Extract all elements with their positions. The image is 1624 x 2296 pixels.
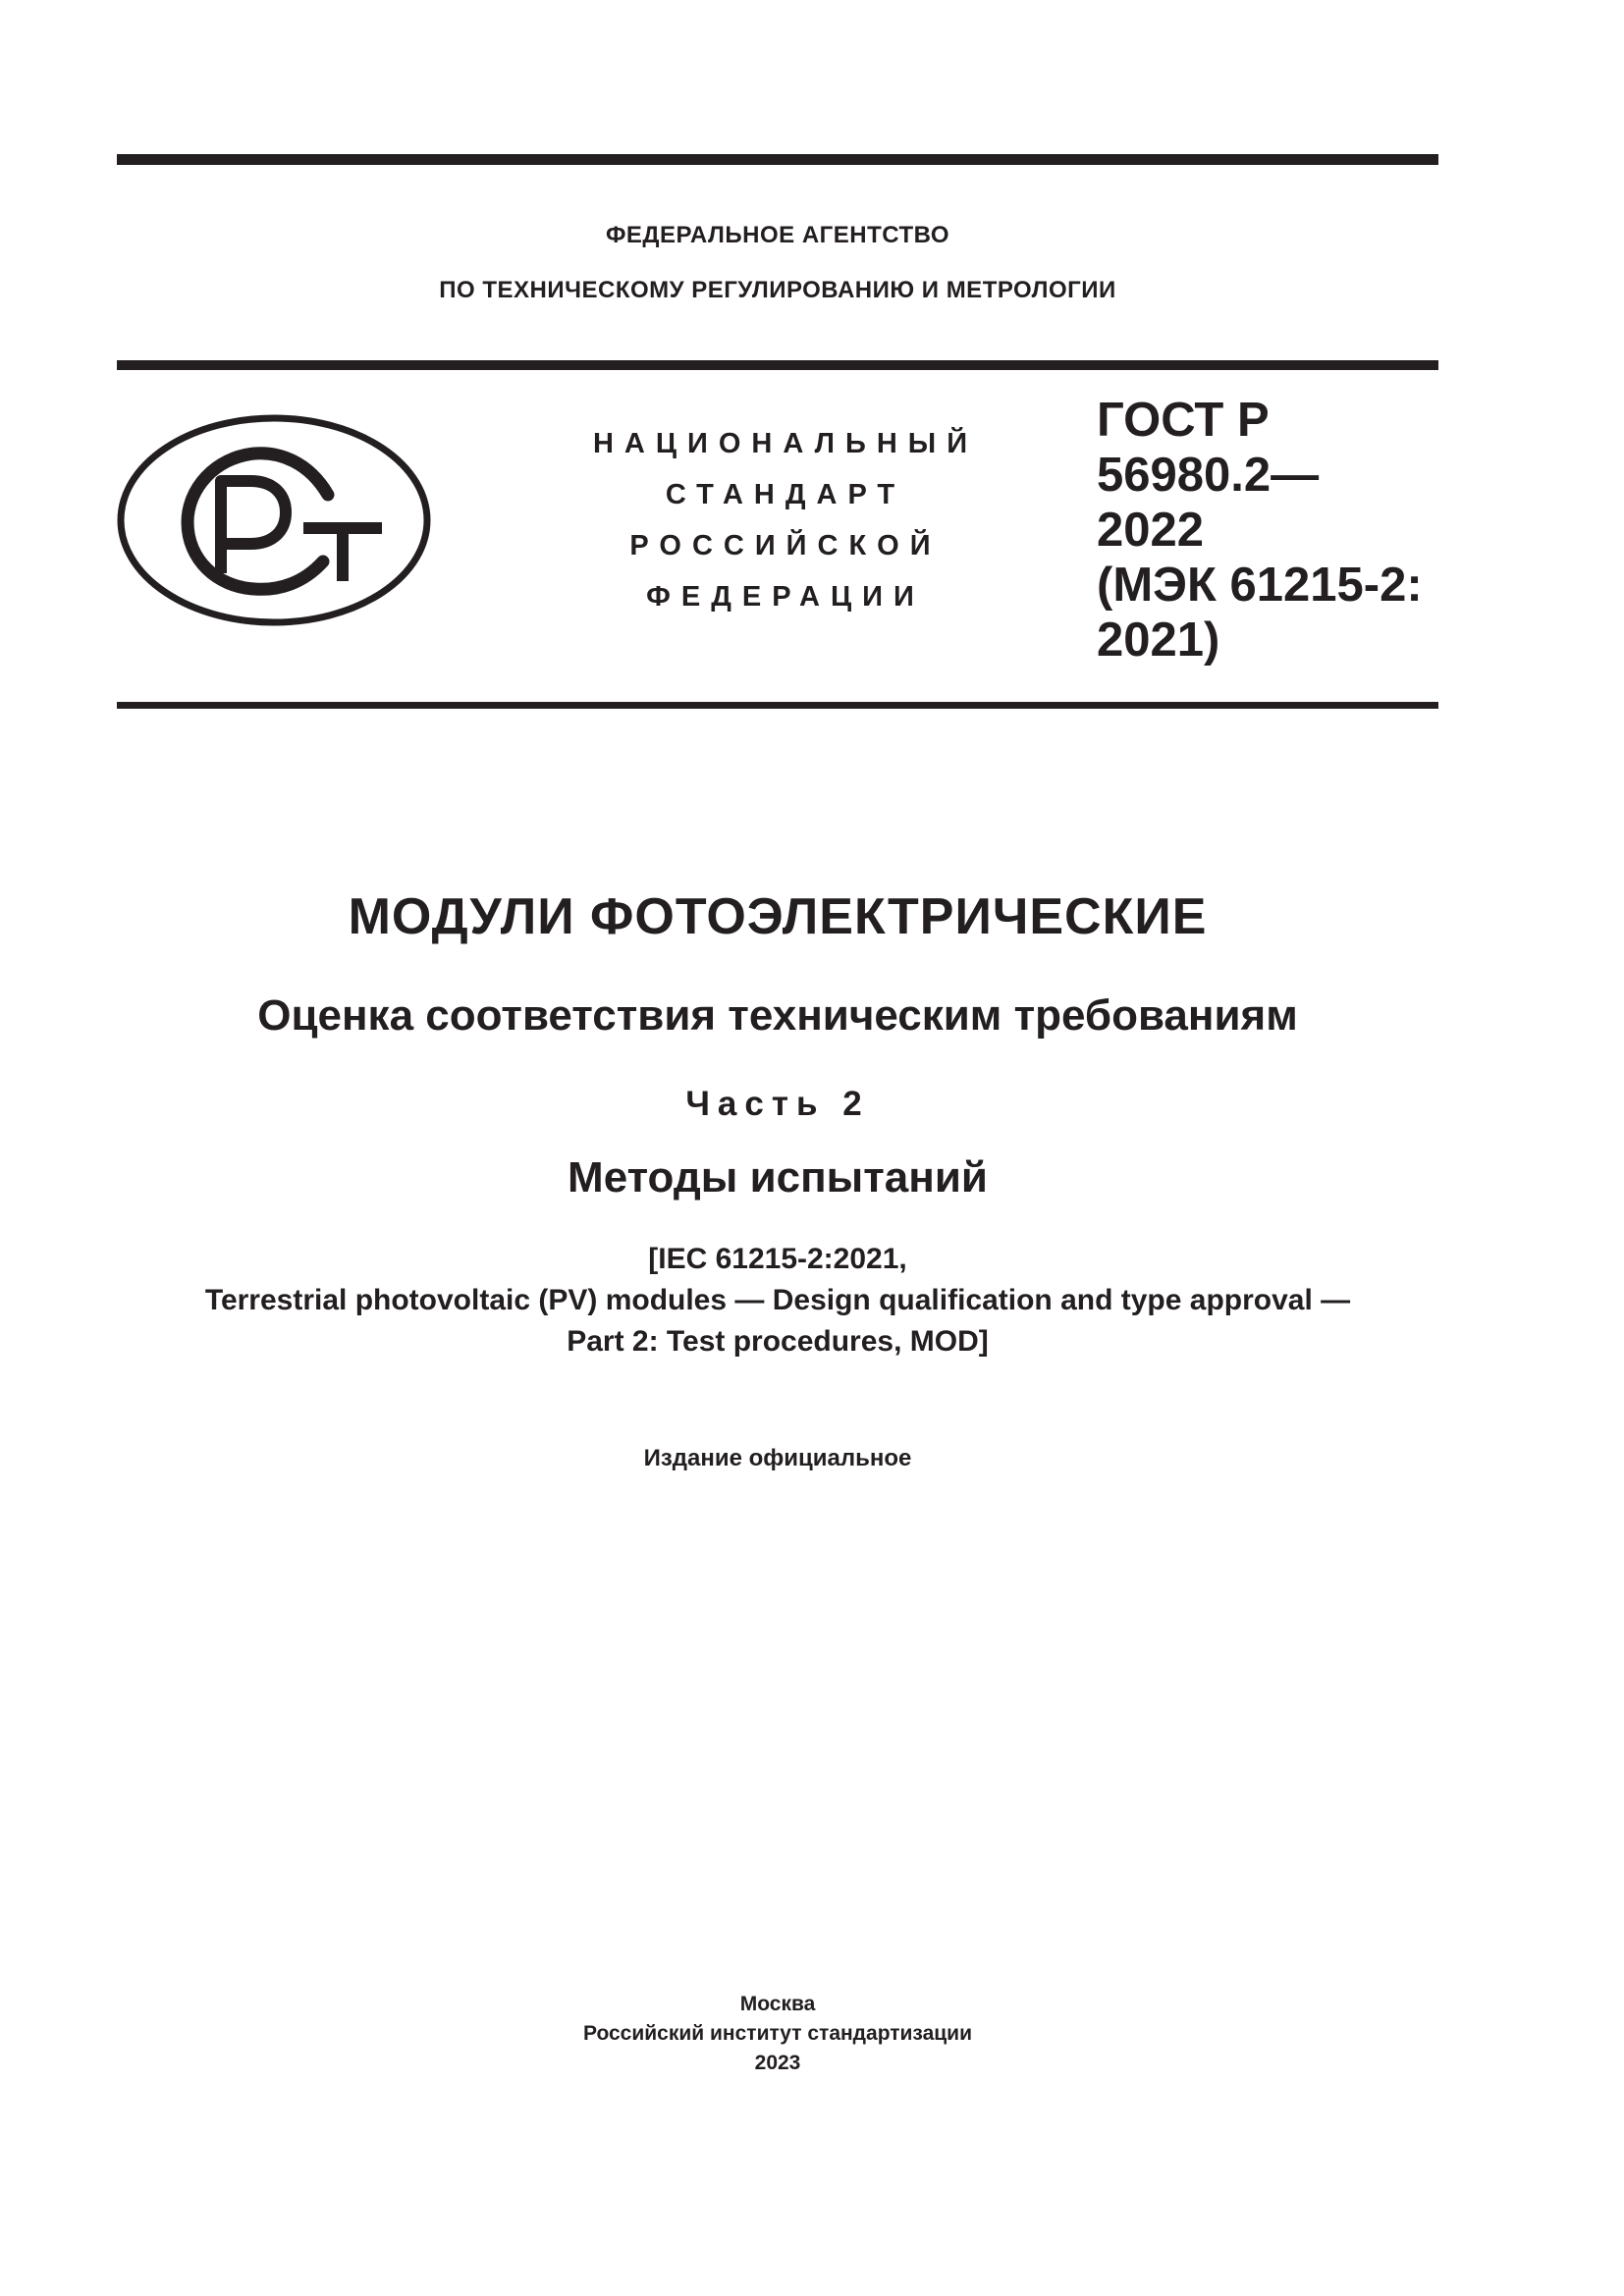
imprint-year: 2023 <box>754 2052 801 2074</box>
reference-line-3: Part 2: Test procedures, MOD] <box>567 1325 989 1358</box>
reference-line-1: [IEC 61215-2:2021, <box>648 1243 907 1275</box>
header-rule <box>117 360 1438 370</box>
agency-name-line-2: ПО ТЕХНИЧЕСКОМУ РЕГУЛИРОВАНИЮ И МЕТРОЛОГИИ <box>439 277 1116 303</box>
imprint-city: Москва <box>739 1993 816 2015</box>
document-subtitle: Оценка соответствия техническим требованиям <box>257 991 1298 1040</box>
national-standard-line-1: НАЦИОНАЛЬНЫЙ <box>592 428 979 459</box>
edition-note: Издание официальное <box>643 1445 912 1471</box>
bottom-rule <box>117 702 1438 709</box>
designation-line-1: ГОСТ Р <box>1097 394 1270 447</box>
designation-line-4: (МЭК 61215-2: <box>1097 559 1423 612</box>
document-title: МОДУЛИ ФОТОЭЛЕКТРИЧЕСКИЕ <box>348 888 1208 945</box>
imprint-publisher: Российский институт стандартизации <box>582 2022 973 2045</box>
part-label: Часть 2 <box>685 1085 870 1123</box>
top-rule <box>117 154 1438 165</box>
national-standard-line-2: СТАНДАРТ <box>665 479 906 510</box>
national-standard-line-3: РОССИЙСКОЙ <box>629 530 942 561</box>
rst-emblem-text: РСТ <box>117 414 119 415</box>
designation-line-5: 2021) <box>1097 614 1220 667</box>
part-title: Методы испытаний <box>568 1153 988 1201</box>
designation-line-3: 2022 <box>1097 504 1205 557</box>
national-standard-line-4: ФЕДЕРАЦИИ <box>646 581 925 613</box>
agency-name-line-1: ФЕДЕРАЛЬНОЕ АГЕНТСТВО <box>605 222 950 248</box>
rst-emblem-icon <box>117 414 431 626</box>
reference-line-2: Terrestrial photovoltaic (PV) modules — Design qualification and type approval — <box>204 1284 1351 1316</box>
designation-line-2: 56980.2— <box>1097 449 1320 502</box>
